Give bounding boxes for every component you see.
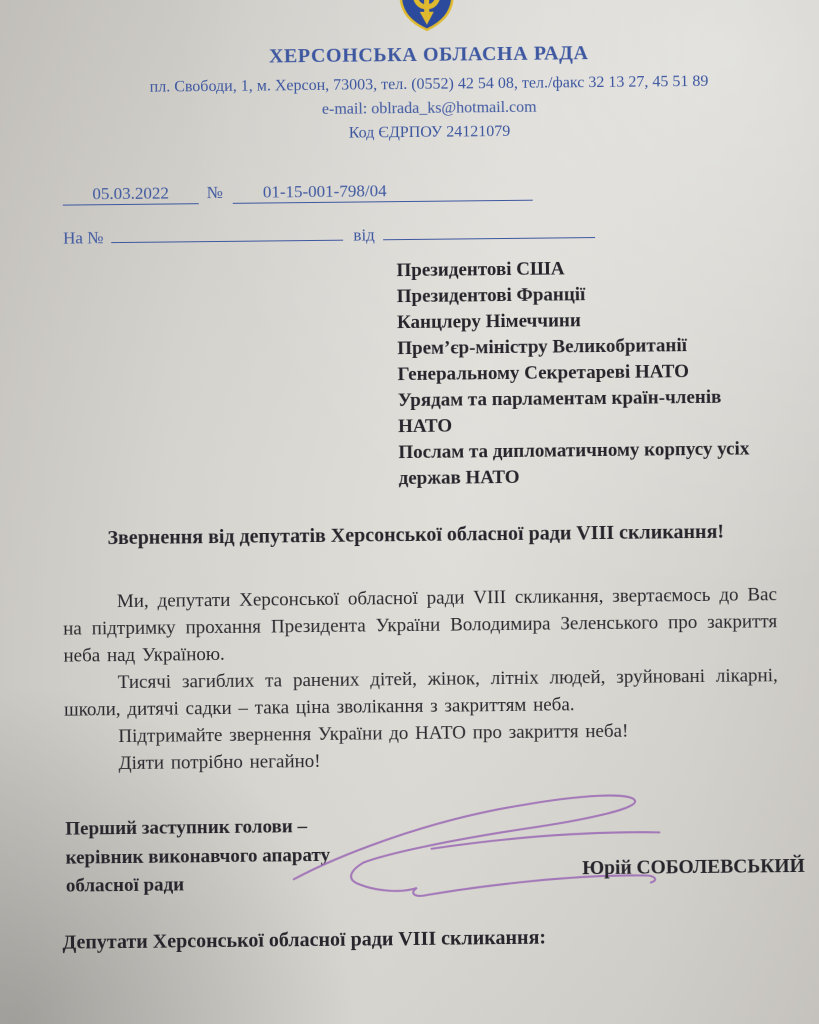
- addressee-line: Урядам та парламентам країн-членів: [397, 386, 722, 412]
- handwritten-signature: [279, 789, 670, 911]
- reply-date-blank: [383, 222, 595, 240]
- org-name: ХЕРСОНСЬКА ОБЛАСНА РАДА: [268, 42, 589, 68]
- number-sign: №: [206, 182, 223, 203]
- body-paragraph: Діяти потрібно негайно!: [118, 750, 321, 775]
- deputies-heading: Депутати Херсонської обласної ради VIII скликання:: [62, 926, 547, 954]
- ukraine-coat-of-arms-icon: [398, 0, 456, 33]
- addressee-line: Прем’єр-міністру Великобританії: [397, 335, 688, 360]
- org-email: e-mail: oblrada_ks@hotmail.com: [321, 98, 537, 118]
- reference-block: [63, 179, 595, 249]
- signer-name: Юрій СОБОЛЕВСЬКИЙ: [582, 855, 805, 880]
- addressee-line: Послам та дипломатичному корпусу усіх: [398, 438, 750, 464]
- addressee-line: Канцлеру Німеччини: [396, 310, 581, 334]
- letter-date: 05.03.2022: [63, 183, 199, 205]
- body-paragraph: Підтримайте звернення України до НАТО про закриття неба!: [118, 720, 629, 748]
- addressee-line: Президентові США: [396, 258, 565, 282]
- addressee-line: Президентові Франції: [396, 284, 586, 308]
- incoming-ref-line: [63, 222, 595, 249]
- outgoing-ref-line: [63, 179, 595, 206]
- addressee-line: держав НАТО: [398, 466, 520, 490]
- letterhead: [43, 40, 815, 146]
- body-paragraph: Ми, депутати Херсонської обласної ради VIII скликання, звертаємось до Вас на підтримку прохання Президента України Володимира Зеленського про закриття неба над Україною.: [63, 584, 778, 667]
- addressee-line: НАТО: [397, 415, 453, 438]
- reply-to-label: На №: [63, 228, 104, 248]
- signer-position-line: обласної ради: [65, 874, 185, 897]
- org-edrpou-code: Код ЄДРПОУ 24121079: [348, 122, 511, 142]
- signer-position-line: Перший заступник голови –: [65, 816, 308, 840]
- letter-body: [63, 581, 779, 777]
- body-paragraph: Тисячі загиблих та ранених дітей, жінок, літніх людей, зруйновані лікарні, школи, дитячі садки – така ціна зволікання з закриттям неба.: [63, 665, 778, 721]
- reply-number-blank: [111, 225, 343, 243]
- letter-title: Звернення від депутатів Херсонської обласної ради VIII скликання!: [107, 520, 725, 550]
- letter-number: 01-15-001-798/04: [233, 180, 533, 204]
- addressee-line: Генеральному Секретареві НАТО: [397, 361, 690, 386]
- signer-position-line: керівник виконавчого апарату: [65, 844, 331, 869]
- from-label: від: [353, 225, 375, 245]
- addressee-block: [396, 254, 802, 492]
- org-address: пл. Свободи, 1, м. Херсон, 73003, тел. (0552) 42 54 08, тел./факс 32 13 27, 45 51 89: [149, 72, 709, 96]
